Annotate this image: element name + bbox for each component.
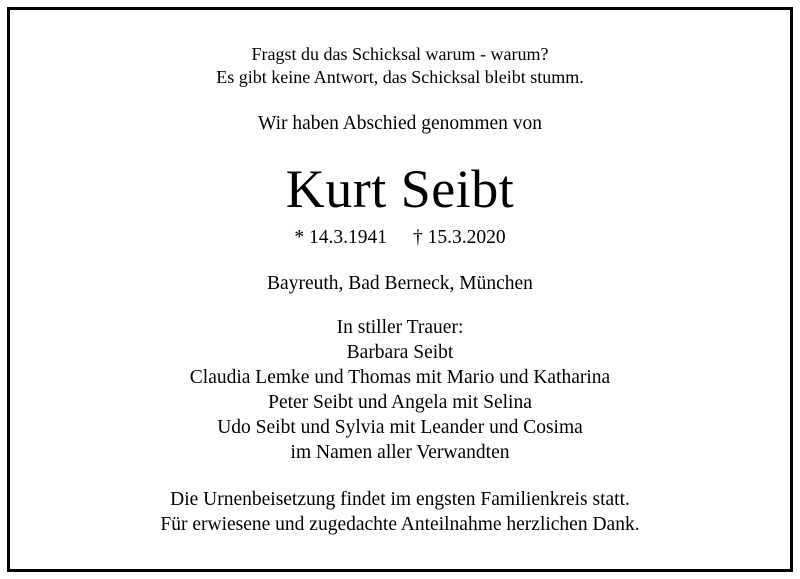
mourner-line: Peter Seibt und Angela mit Selina: [268, 392, 532, 413]
closing-line-1: Die Urnenbeisetzung findet im engsten Familienkreis statt.: [170, 489, 630, 510]
poem-line-1: Fragst du das Schicksal warum - warum?: [251, 44, 549, 64]
mourner-line: Claudia Lemke und Thomas mit Mario und Katharina: [189, 367, 611, 388]
places-of-residence: Bayreuth, Bad Berneck, München: [267, 273, 533, 294]
mourner-line: Udo Seibt und Sylvia mit Leander und Cosima: [217, 417, 583, 438]
deceased-name: Kurt Seibt: [285, 159, 515, 219]
mourner-line: Barbara Seibt: [346, 342, 454, 363]
birth-date: * 14.3.1941: [294, 227, 387, 248]
life-dates: [10, 226, 790, 250]
poem-line-2: Es gibt keine Antwort, das Schicksal bleibt stumm.: [216, 67, 584, 87]
mourner-line: im Namen aller Verwandten: [290, 442, 510, 463]
closing-line-2: Für erwiesene und zugedachte Anteilnahme herzlichen Dank.: [160, 514, 640, 535]
mourners-heading: In stiller Trauer:: [336, 317, 464, 338]
death-date: † 15.3.2020: [413, 227, 506, 248]
obituary-notice: [7, 7, 793, 572]
intro-text: Wir haben Abschied genommen von: [257, 113, 543, 134]
